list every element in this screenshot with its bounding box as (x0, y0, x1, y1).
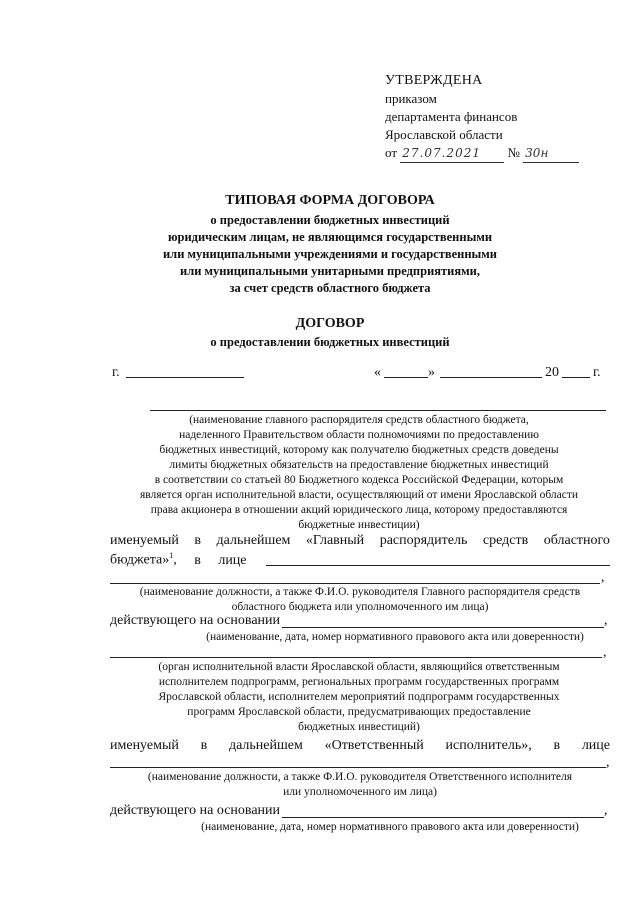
approval-line-1: приказом (385, 91, 437, 106)
executive-body-note: (орган исполнительной власти Ярославской области, являющийся ответственным исполнителем подпрограмм, региональных программ государственных программ Ярославской области, исполнителем мероприятий подпрограмм государственных программ Ярославской области, предусматривающих предоставление бюджетных инвестиций) (158, 661, 560, 733)
contract-heading: ДОГОВОР (295, 316, 365, 331)
position-note-2: (наименование должности, а также Ф.И.О. руководителя Ответственного исполнителя или уполномоченного им лица) (147, 771, 573, 798)
month-field[interactable] (440, 377, 542, 378)
day-field[interactable] (384, 377, 428, 378)
form-title: ТИПОВАЯ ФОРМА ДОГОВОРА (225, 193, 435, 208)
approval-line-3: Ярославской области (385, 127, 503, 142)
named-line-3: именуемый в дальнейшем «Ответственный исполнитель», в лице (110, 738, 610, 753)
city-label: г. (112, 365, 120, 380)
approval-date-row: от 27.07.2021 № 30н (385, 144, 579, 163)
position-note-1: (наименование должности, а также Ф.И.О. руководителя Главного распорядителя средств областного бюджета или уполномоченного им лица) (139, 586, 581, 613)
approval-title: УТВЕРЖДЕНА (385, 73, 483, 88)
executive-body-field[interactable] (110, 657, 602, 658)
chief-distributor-field[interactable] (150, 410, 606, 411)
approval-number: 30н (523, 144, 579, 163)
basis-field-2[interactable] (282, 817, 604, 818)
contract-subheading: о предоставлении бюджетных инвестиций (210, 335, 450, 349)
form-subtitle: о предоставлении бюджетных инвестиций юридическим лицам, не являющимся государственными или муниципальными учреждениями и государственными или муниципальными унитарными предприятиями, за счет средств областного бюджета (162, 213, 498, 295)
basis-label-1: действующего на основании (110, 613, 281, 628)
city-field[interactable] (126, 377, 244, 378)
approval-line-2: департамента финансов (385, 109, 518, 124)
year-field[interactable] (562, 377, 590, 378)
basis-note-2: (наименование, дата, номер нормативного правового акта или доверенности) (201, 821, 579, 833)
person-field-2[interactable] (110, 767, 606, 768)
named-line-2: бюджета»$^1$, в лице (110, 551, 247, 568)
position-field-1[interactable] (110, 583, 600, 584)
person-field-1[interactable] (266, 565, 610, 566)
chief-distributor-note: (наименование главного распорядителя средств областного бюджета, наделенного Правительством области полномочиями по предоставлению бюджетных инвестиций, которому как получателю бюджетных средств доведены лимиты бюджетных обязательств на предоставление бюджетных инвестиций в соответствии со статьей 80 Бюджетного кодекса Российской Федерации, которым является орган исполнительной власти, осуществляющий от имени Ярославской области права акционера в отношении акций юридического лица, которому предоставляются бюджетные инвестиции) (139, 414, 579, 531)
approval-block (385, 72, 579, 163)
basis-label-2: действующего на основании (110, 803, 281, 818)
named-line-1: именуемый в дальнейшем «Главный распорядитель средств областного (110, 533, 610, 548)
approval-date: 27.07.2021 (400, 144, 504, 163)
basis-note-1: (наименование, дата, номер нормативного правового акта или доверенности) (206, 631, 584, 643)
basis-field-1[interactable] (282, 627, 604, 628)
